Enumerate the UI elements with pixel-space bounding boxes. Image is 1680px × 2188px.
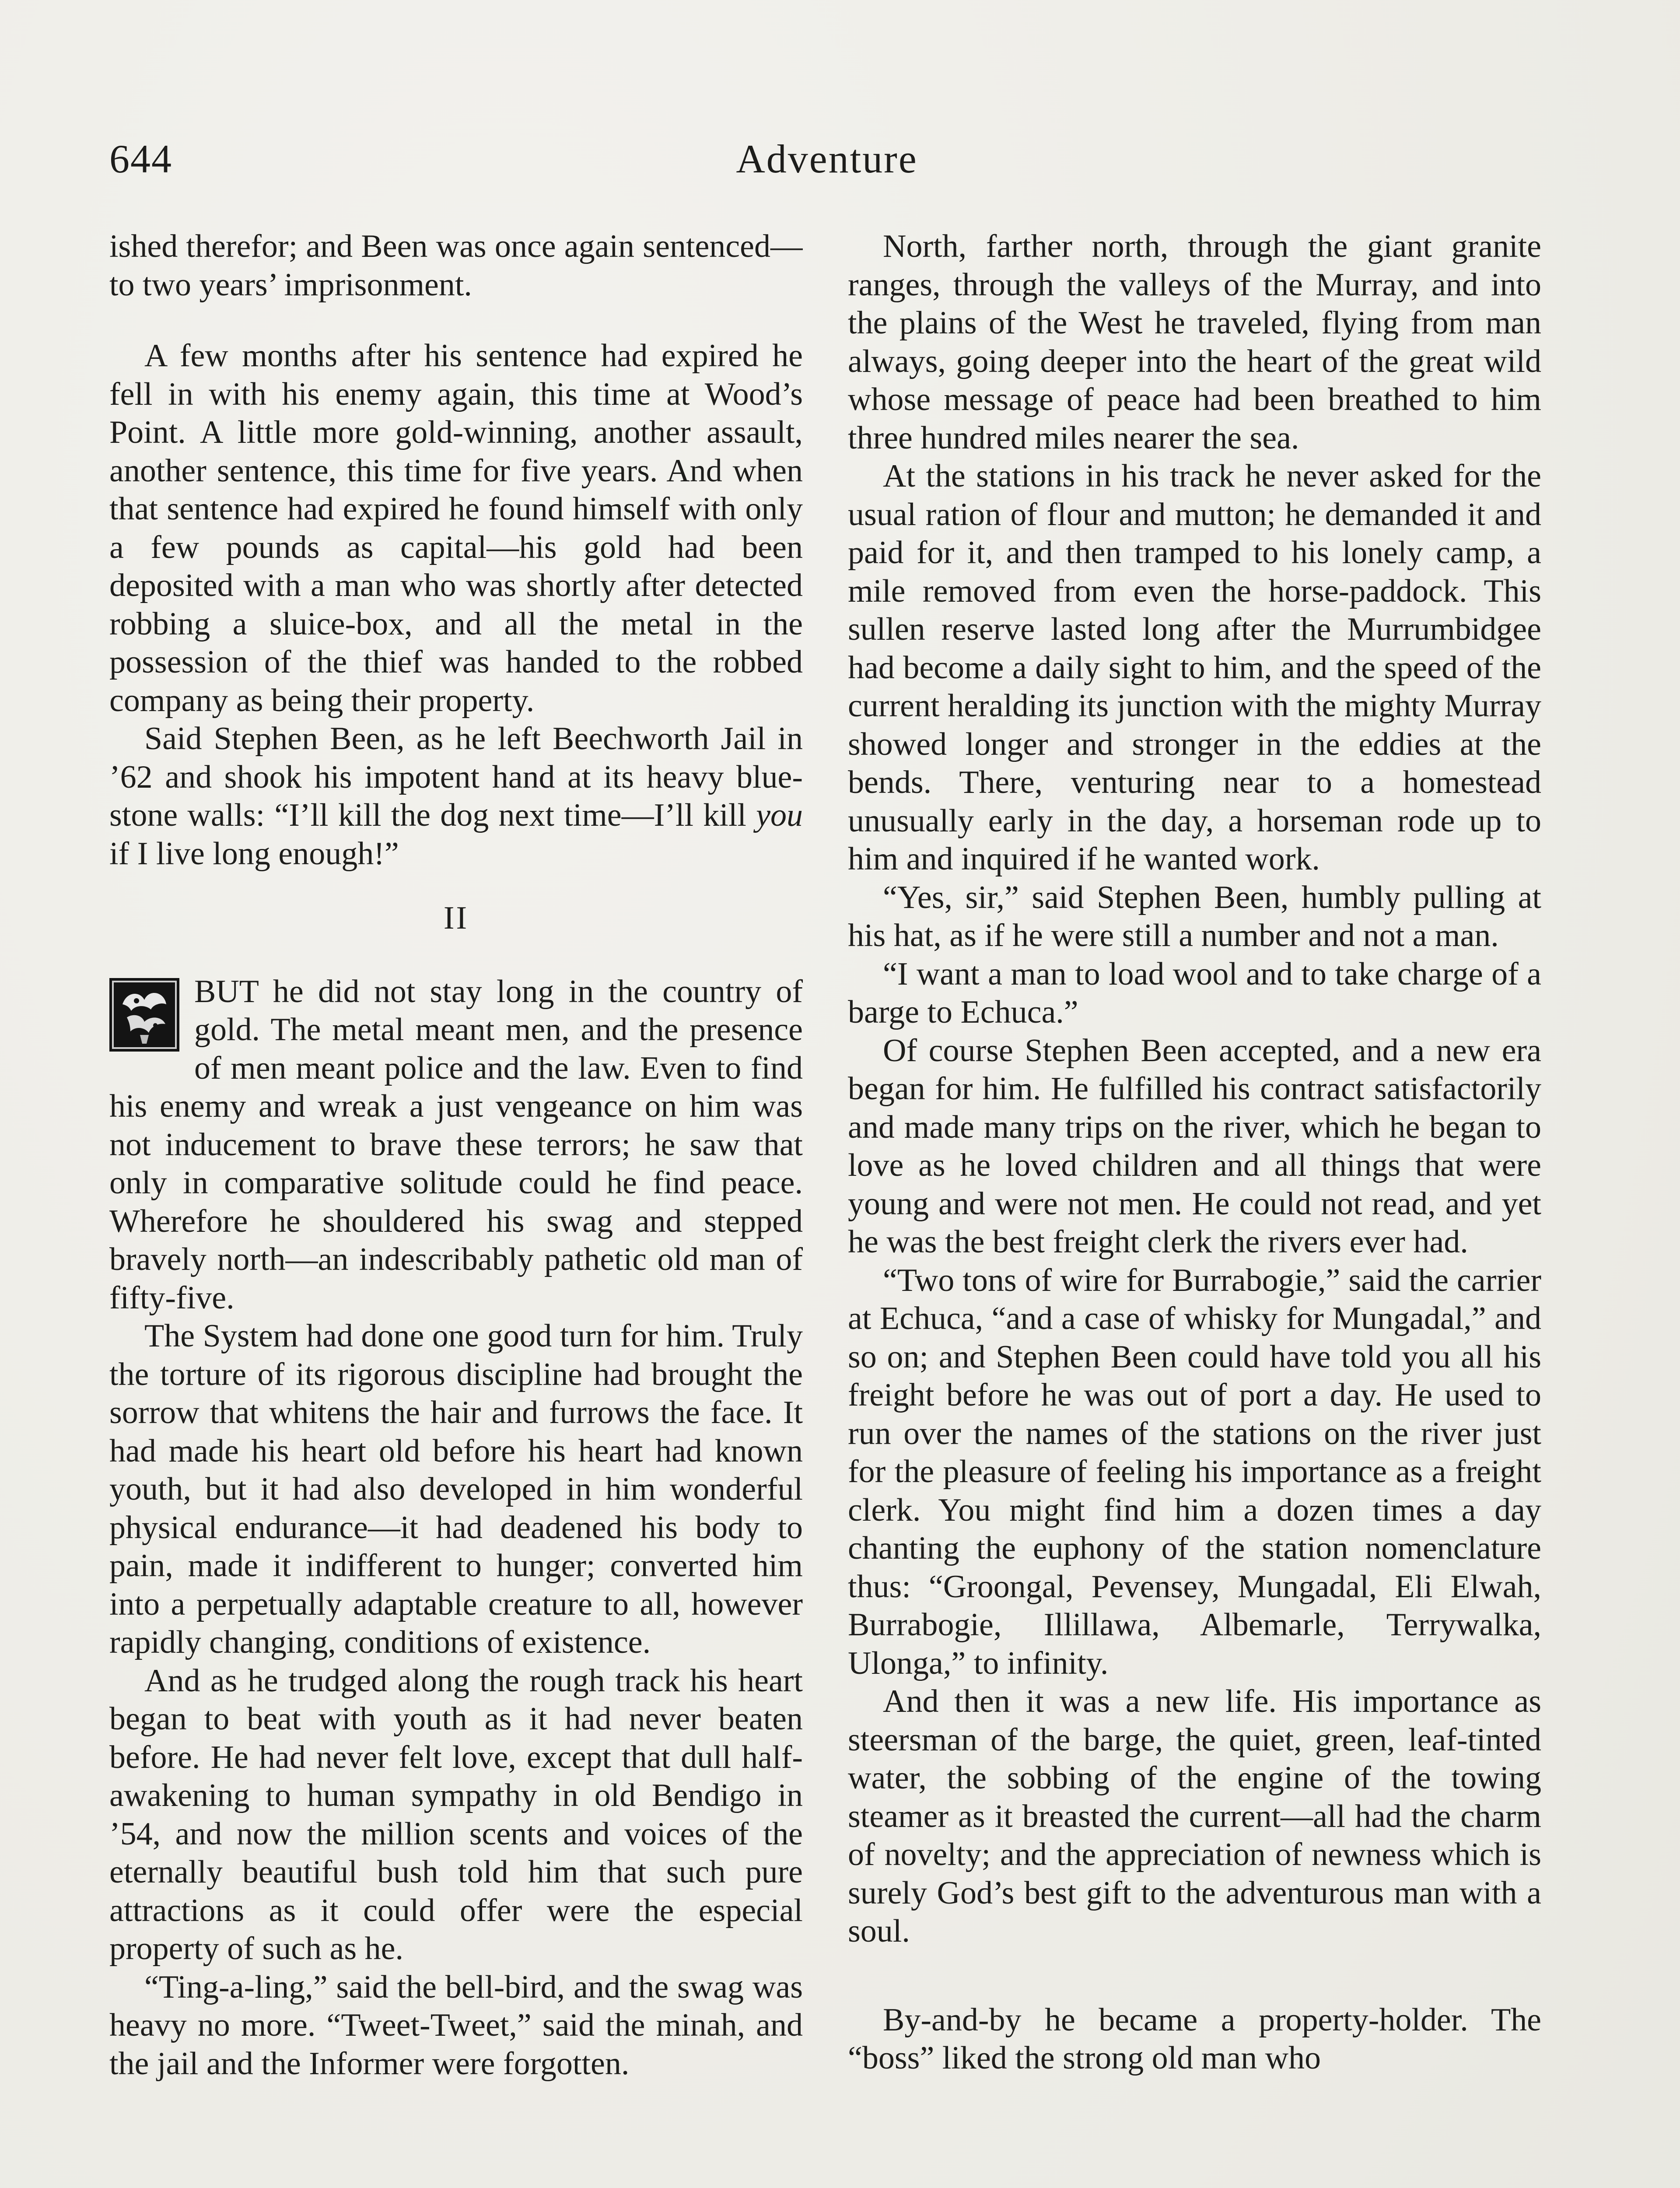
paragraph: North, farther north, through the giant granite ranges, through the valleys of the Murray, and into the plains of the West he traveled, flying from man always, going deeper into the heart of the great wild whose message of peace had been breathed to him three hundred miles nearer the sea.	[848, 228, 1541, 456]
paragraph: And as he trudged along the rough track his heart began to beat with youth as it had never beaten before. He had never felt love, except that dull half-awakening to human sympathy in old Bendigo in ’54, and now the million scents and voices of the eternally beautiful bush told him that such pure attractions as it could offer were the especial property of such as he.	[109, 1662, 803, 1967]
paragraph-text: Said Stephen Been, as he left Beechworth Jail in ’62 and shook his impotent hand at its heavy blue-stone walls: “I’ll kill the dog next time—I’ll kill	[109, 721, 803, 833]
paragraph: Of course Stephen Been accepted, and a new era began for him. He fulfilled his contract satisfactorily and made many trips on the river, which he began to love as he loved children and all things that were young and were not men. He could not read, and yet he was the best freight clerk the rivers ever had.	[848, 1032, 1541, 1260]
paragraph: A few months after his sentence had expired he fell in with his enemy again, this time at Wood’s Point. A little more gold-winning, another assault, another sentence, this time for five years. And when that sentence had expired he found himself with only a few pounds as capital—his gold had been deposited with a man who was shortly after detected robbing a sluice-box, and all the metal in the possession of the thief was handed to the robbed company as being their property.	[109, 338, 803, 719]
ornamental-dropcap-icon	[109, 978, 179, 1052]
paragraph: And then it was a new life. His importance as steersman of the barge, the quiet, green, leaf-tinted water, the sobbing of the engine of the towing steamer as it breasted the current—all had the charm of novelty; and the appreciation of newness which is surely God’s best gift to the adventurous man with a soul.	[848, 1683, 1541, 1949]
paragraph: “I want a man to load wool and to take charge of a barge to Echuca.”	[848, 956, 1541, 1030]
paragraph: At the stations in his track he never asked for the usual ration of flour and mutton; he demanded it and paid for it, and then tramped to his lonely camp, a mile removed from even the horse-paddock. This sullen reserve lasted long after the Murrumbidgee had become a daily sight to him, and the speed of the current heralding its junction with the mighty Murray showed longer and stronger in the eddies at the bends. There, venturing near to a homestead unusually early in the day, a horseman rode up to him and inquired if he wanted work.	[848, 458, 1541, 877]
page-number: 644	[109, 137, 172, 181]
right-column	[848, 228, 1541, 2188]
paragraph: ished therefor; and Been was once again sentenced—to two years’ imprisonment.	[109, 228, 803, 303]
paragraph: “Yes, sir,” said Stephen Been, humbly pulling at his hat, as if he were still a number and not a man.	[848, 879, 1541, 954]
paragraph	[109, 973, 803, 1318]
paragraph-text: if I live long enough!”	[109, 835, 399, 872]
page-header	[109, 131, 1544, 188]
paragraph: “Two tons of wire for Burrabogie,” said the carrier at Echuca, “and a case of whisky for Mungadal,” and so on; and Stephen Been could have told you all his freight before he was out of port a day. He used to run over the names of the stations on the river just for the pleasure of feeling his importance as a freight clerk. You might find him a dozen times a day chanting the euphony of the station nomenclature thus: “Groongal, Pevensey, Mungadal, Eli Elwah, Burrabogie, Illillawa, Albemarle, Terrywalka, Ulonga,” to infinity.	[848, 1262, 1541, 1681]
left-column	[109, 228, 803, 2188]
paragraph: By-and-by he became a property-holder. The “boss” liked the strong old man who	[848, 2002, 1541, 2076]
paragraph	[109, 720, 803, 873]
paragraph-text: BUT he did not stay long in the country of gold. The metal meant men, and the presence of men meant police and the law. Even to find his enemy and wreak a just vengeance on him was not inducement to brave these terrors; he saw that only in comparative solitude could he find peace. Wherefore he shouldered his swag and stepped bravely north—an indescribably pathetic old man of fifty-five.	[109, 973, 803, 1316]
paragraph: “Ting-a-ling,” said the bell-bird, and the swag was heavy no more. “Tweet-Tweet,” said the minah, and the jail and the Informer were forgotten.	[109, 1969, 803, 2082]
section-numeral: II	[443, 900, 469, 936]
paragraph: The System had done one good turn for him. Truly the torture of its rigorous discipline had brought the sorrow that whitens the hair and furrows the face. It had made his heart old before his heart had known youth, but it had also developed in him wonderful physical endurance—it had deadened his body to pain, made it indifferent to hunger; converted him into a perpetually adaptable creature to all, however rapidly changing, conditions of existence.	[109, 1318, 803, 1660]
running-title: Adventure	[736, 137, 918, 181]
emphasis: you	[756, 797, 803, 833]
